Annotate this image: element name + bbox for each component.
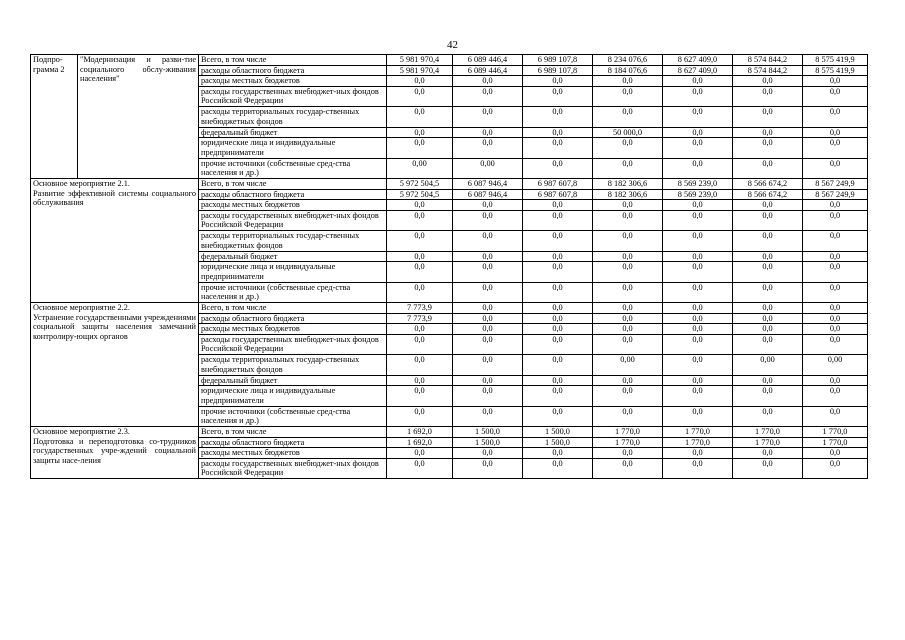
- measure-title: Основное мероприятие 2.2.: [33, 303, 130, 312]
- funding-source: прочие источники (собственные сред-ства населения и др.): [199, 282, 387, 303]
- amount-cell: 0,0: [803, 200, 868, 211]
- amount-cell: 0,0: [453, 282, 523, 303]
- amount-cell: 0,0: [593, 386, 663, 407]
- amount-cell: 1 770,0: [803, 437, 868, 448]
- amount-cell: 8 575 419,9: [803, 65, 868, 76]
- budget-table: [30, 54, 868, 479]
- amount-cell: 0,0: [593, 251, 663, 262]
- funding-source: расходы государственных внебюджет-ных фондов Российской Федерации: [199, 334, 387, 355]
- funding-source: юридические лица и индивидуальные предприниматели: [199, 386, 387, 407]
- amount-cell: 0,0: [733, 107, 803, 128]
- amount-cell: 0,0: [733, 313, 803, 324]
- amount-cell: 0,0: [453, 303, 523, 314]
- amount-cell: 0,0: [803, 210, 868, 231]
- amount-cell: 7 773,9: [387, 313, 453, 324]
- amount-cell: 0,0: [453, 458, 523, 479]
- amount-cell: 1 770,0: [733, 427, 803, 438]
- amount-cell: 0,0: [387, 86, 453, 107]
- amount-cell: 8 575 419,9: [803, 55, 868, 66]
- funding-source: расходы областного бюджета: [199, 189, 387, 200]
- amount-cell: 0,00: [593, 355, 663, 376]
- amount-cell: 0,0: [453, 107, 523, 128]
- amount-cell: 0,0: [803, 86, 868, 107]
- amount-cell: 0,0: [387, 355, 453, 376]
- funding-source: расходы областного бюджета: [199, 313, 387, 324]
- amount-cell: 0,0: [663, 355, 733, 376]
- amount-cell: 0,0: [663, 458, 733, 479]
- measure-cell: [31, 179, 199, 303]
- amount-cell: 0,0: [593, 86, 663, 107]
- amount-cell: 50 000,0: [593, 127, 663, 138]
- amount-cell: 6 089 446,4: [453, 65, 523, 76]
- amount-cell: 0,0: [733, 448, 803, 459]
- funding-source: федеральный бюджет: [199, 375, 387, 386]
- amount-cell: 0,0: [593, 200, 663, 211]
- amount-cell: 0,0: [593, 231, 663, 252]
- amount-cell: 0,0: [593, 262, 663, 283]
- amount-cell: 0,0: [803, 448, 868, 459]
- amount-cell: 1 770,0: [663, 437, 733, 448]
- amount-cell: 0,0: [803, 386, 868, 407]
- amount-cell: 6 987 607,8: [523, 179, 593, 190]
- amount-cell: 8 627 409,0: [663, 55, 733, 66]
- funding-source: прочие источники (собственные сред-ства населения и др.): [199, 406, 387, 427]
- funding-source: прочие источники (собственные сред-ства населения и др.): [199, 158, 387, 179]
- amount-cell: 1 770,0: [733, 437, 803, 448]
- amount-cell: 1 500,0: [523, 437, 593, 448]
- amount-cell: 0,0: [523, 458, 593, 479]
- program-label: Подпро-грамма 2: [31, 55, 78, 179]
- amount-cell: 8 574 844,2: [733, 55, 803, 66]
- amount-cell: 0,0: [733, 324, 803, 335]
- amount-cell: 0,0: [387, 76, 453, 87]
- amount-cell: 0,0: [453, 324, 523, 335]
- amount-cell: 1 500,0: [453, 427, 523, 438]
- amount-cell: 0,0: [803, 324, 868, 335]
- amount-cell: 0,0: [387, 458, 453, 479]
- amount-cell: 8 184 076,6: [593, 65, 663, 76]
- amount-cell: 0,0: [523, 86, 593, 107]
- amount-cell: 0,0: [733, 406, 803, 427]
- amount-cell: 0,0: [593, 406, 663, 427]
- amount-cell: 0,0: [663, 406, 733, 427]
- amount-cell: 0,0: [523, 334, 593, 355]
- amount-cell: 0,0: [803, 406, 868, 427]
- amount-cell: 0,0: [593, 303, 663, 314]
- amount-cell: 0,0: [663, 282, 733, 303]
- amount-cell: 0,0: [387, 127, 453, 138]
- amount-cell: 0,0: [523, 262, 593, 283]
- amount-cell: 0,0: [387, 282, 453, 303]
- amount-cell: 6 087 946,4: [453, 179, 523, 190]
- measure-description: Подготовка и переподготовка со-трудников государственных учре-ждений социальной защиты насе-ления: [33, 436, 196, 465]
- amount-cell: 0,0: [453, 448, 523, 459]
- amount-cell: 8 566 674,2: [733, 189, 803, 200]
- amount-cell: 1 500,0: [453, 437, 523, 448]
- funding-source: расходы государственных внебюджет-ных фондов Российской Федерации: [199, 86, 387, 107]
- measure-cell: [31, 427, 199, 479]
- amount-cell: 0,0: [453, 313, 523, 324]
- amount-cell: 7 773,9: [387, 303, 453, 314]
- amount-cell: 0,0: [663, 210, 733, 231]
- table-row: [31, 303, 868, 314]
- amount-cell: 0,0: [453, 127, 523, 138]
- measure-description: Устранение государственными учреждениями социальной защиты населения замечаний контролиру-ющих органов: [33, 312, 196, 341]
- amount-cell: 8 567 249,9: [803, 189, 868, 200]
- amount-cell: 0,0: [453, 386, 523, 407]
- amount-cell: 0,0: [663, 86, 733, 107]
- funding-source: Всего, в том числе: [199, 55, 387, 66]
- amount-cell: 8 567 249,9: [803, 179, 868, 190]
- amount-cell: 0,0: [733, 231, 803, 252]
- table-row: [31, 179, 868, 190]
- measure-cell: [31, 303, 199, 427]
- amount-cell: 8 569 239,0: [663, 179, 733, 190]
- amount-cell: 0,0: [803, 282, 868, 303]
- amount-cell: 0,0: [593, 458, 663, 479]
- amount-cell: 0,0: [523, 76, 593, 87]
- amount-cell: 0,0: [453, 231, 523, 252]
- amount-cell: 0,0: [523, 200, 593, 211]
- amount-cell: 0,0: [733, 76, 803, 87]
- amount-cell: 0,0: [733, 386, 803, 407]
- amount-cell: 0,0: [453, 138, 523, 159]
- amount-cell: 0,0: [663, 386, 733, 407]
- amount-cell: 0,0: [523, 303, 593, 314]
- amount-cell: 0,0: [663, 200, 733, 211]
- amount-cell: 0,0: [593, 313, 663, 324]
- amount-cell: 0,0: [803, 334, 868, 355]
- amount-cell: 6 989 107,8: [523, 65, 593, 76]
- amount-cell: 0,0: [663, 76, 733, 87]
- amount-cell: 0,0: [803, 375, 868, 386]
- amount-cell: 0,0: [593, 210, 663, 231]
- amount-cell: 0,0: [387, 386, 453, 407]
- amount-cell: 0,0: [387, 406, 453, 427]
- amount-cell: 0,0: [663, 313, 733, 324]
- funding-source: юридические лица и индивидуальные предприниматели: [199, 262, 387, 283]
- funding-source: Всего, в том числе: [199, 303, 387, 314]
- amount-cell: 0,0: [453, 210, 523, 231]
- amount-cell: 1 770,0: [593, 427, 663, 438]
- amount-cell: 0,0: [523, 448, 593, 459]
- amount-cell: 0,0: [803, 138, 868, 159]
- amount-cell: 0,0: [663, 324, 733, 335]
- amount-cell: 0,0: [663, 334, 733, 355]
- amount-cell: 0,0: [453, 334, 523, 355]
- amount-cell: 0,0: [733, 375, 803, 386]
- table-row: [31, 427, 868, 438]
- amount-cell: 8 234 076,6: [593, 55, 663, 66]
- funding-source: расходы местных бюджетов: [199, 324, 387, 335]
- amount-cell: 8 569 239,0: [663, 189, 733, 200]
- amount-cell: 0,0: [593, 324, 663, 335]
- amount-cell: 0,0: [453, 86, 523, 107]
- amount-cell: 0,0: [453, 262, 523, 283]
- amount-cell: 8 182 306,6: [593, 179, 663, 190]
- amount-cell: 0,0: [387, 375, 453, 386]
- amount-cell: 8 574 844,2: [733, 65, 803, 76]
- amount-cell: 0,0: [733, 262, 803, 283]
- amount-cell: 0,0: [803, 231, 868, 252]
- amount-cell: 0,0: [663, 158, 733, 179]
- funding-source: расходы областного бюджета: [199, 437, 387, 448]
- amount-cell: 6 089 446,4: [453, 55, 523, 66]
- amount-cell: 0,0: [593, 375, 663, 386]
- amount-cell: 0,0: [453, 200, 523, 211]
- funding-source: Всего, в том числе: [199, 427, 387, 438]
- amount-cell: 0,0: [803, 127, 868, 138]
- amount-cell: 0,0: [387, 107, 453, 128]
- amount-cell: 0,0: [387, 251, 453, 262]
- amount-cell: 0,0: [803, 303, 868, 314]
- amount-cell: 0,0: [733, 282, 803, 303]
- amount-cell: 0,0: [663, 262, 733, 283]
- amount-cell: 8 627 409,0: [663, 65, 733, 76]
- amount-cell: 0,0: [733, 200, 803, 211]
- amount-cell: 5 972 504,5: [387, 189, 453, 200]
- amount-cell: 0,0: [523, 313, 593, 324]
- amount-cell: 0,0: [523, 324, 593, 335]
- amount-cell: 0,0: [733, 458, 803, 479]
- amount-cell: 0,0: [523, 231, 593, 252]
- funding-source: юридические лица и индивидуальные предприниматели: [199, 138, 387, 159]
- amount-cell: 0,0: [733, 210, 803, 231]
- amount-cell: 0,0: [593, 76, 663, 87]
- measure-title: Основное мероприятие 2.1.: [33, 179, 130, 188]
- amount-cell: 6 989 107,8: [523, 55, 593, 66]
- amount-cell: 1 500,0: [523, 427, 593, 438]
- funding-source: расходы местных бюджетов: [199, 448, 387, 459]
- page-number: 42: [447, 39, 458, 51]
- amount-cell: 0,0: [663, 138, 733, 159]
- amount-cell: 0,0: [593, 334, 663, 355]
- amount-cell: 0,0: [663, 231, 733, 252]
- funding-source: расходы территориальных государ-ственных внебюджетных фондов: [199, 231, 387, 252]
- funding-source: расходы государственных внебюджет-ных фондов Российской Федерации: [199, 210, 387, 231]
- amount-cell: 0,0: [523, 127, 593, 138]
- funding-source: Всего, в том числе: [199, 179, 387, 190]
- amount-cell: 5 981 970,4: [387, 55, 453, 66]
- funding-source: расходы государственных внебюджет-ных фондов Российской Федерации: [199, 458, 387, 479]
- amount-cell: 0,0: [387, 138, 453, 159]
- amount-cell: 0,00: [387, 158, 453, 179]
- amount-cell: 0,0: [733, 158, 803, 179]
- amount-cell: 0,0: [453, 355, 523, 376]
- funding-source: федеральный бюджет: [199, 127, 387, 138]
- amount-cell: 1 770,0: [803, 427, 868, 438]
- amount-cell: 0,0: [733, 86, 803, 107]
- amount-cell: 1 692,0: [387, 437, 453, 448]
- amount-cell: 0,0: [593, 448, 663, 459]
- amount-cell: 0,0: [733, 127, 803, 138]
- funding-source: расходы местных бюджетов: [199, 76, 387, 87]
- amount-cell: 0,0: [523, 210, 593, 231]
- amount-cell: 0,0: [803, 76, 868, 87]
- amount-cell: 0,0: [453, 251, 523, 262]
- amount-cell: 0,0: [523, 158, 593, 179]
- amount-cell: 0,0: [593, 107, 663, 128]
- program-title: "Модернизация и разви-тие социального обслу-живания населения": [78, 55, 199, 179]
- amount-cell: 0,0: [453, 406, 523, 427]
- amount-cell: 0,0: [387, 324, 453, 335]
- amount-cell: 0,0: [523, 375, 593, 386]
- amount-cell: 0,0: [803, 107, 868, 128]
- amount-cell: 0,0: [803, 313, 868, 324]
- amount-cell: 0,0: [523, 107, 593, 128]
- amount-cell: 6 987 607,8: [523, 189, 593, 200]
- amount-cell: 0,0: [733, 138, 803, 159]
- funding-source: расходы местных бюджетов: [199, 200, 387, 211]
- amount-cell: 0,0: [803, 262, 868, 283]
- measure-description: Развитие эффективной системы социального обслуживания: [33, 188, 196, 207]
- amount-cell: 0,0: [387, 448, 453, 459]
- amount-cell: 1 770,0: [663, 427, 733, 438]
- amount-cell: 0,0: [733, 334, 803, 355]
- amount-cell: 0,00: [733, 355, 803, 376]
- amount-cell: 0,0: [803, 458, 868, 479]
- amount-cell: 5 981 970,4: [387, 65, 453, 76]
- funding-source: расходы территориальных государ-ственных внебюджетных фондов: [199, 107, 387, 128]
- amount-cell: 6 087 946,4: [453, 189, 523, 200]
- amount-cell: 0,0: [523, 355, 593, 376]
- amount-cell: 8 182 306,6: [593, 189, 663, 200]
- amount-cell: 0,00: [453, 158, 523, 179]
- amount-cell: 5 972 504,5: [387, 179, 453, 190]
- funding-source: федеральный бюджет: [199, 251, 387, 262]
- amount-cell: 0,0: [387, 200, 453, 211]
- amount-cell: 0,0: [663, 107, 733, 128]
- measure-title: Основное мероприятие 2.3.: [33, 427, 130, 436]
- amount-cell: 0,0: [593, 282, 663, 303]
- amount-cell: 0,0: [663, 127, 733, 138]
- amount-cell: 1 770,0: [593, 437, 663, 448]
- amount-cell: 0,0: [453, 76, 523, 87]
- amount-cell: 0,0: [803, 251, 868, 262]
- amount-cell: 0,0: [523, 251, 593, 262]
- amount-cell: 0,0: [523, 406, 593, 427]
- amount-cell: 0,0: [387, 262, 453, 283]
- amount-cell: 0,0: [663, 251, 733, 262]
- amount-cell: 0,00: [803, 355, 868, 376]
- amount-cell: 0,0: [733, 251, 803, 262]
- amount-cell: 0,0: [803, 158, 868, 179]
- amount-cell: 1 692,0: [387, 427, 453, 438]
- amount-cell: 0,0: [453, 375, 523, 386]
- amount-cell: 0,0: [663, 448, 733, 459]
- amount-cell: 0,0: [663, 303, 733, 314]
- table-row: [31, 55, 868, 66]
- amount-cell: 0,0: [593, 158, 663, 179]
- amount-cell: 0,0: [523, 386, 593, 407]
- amount-cell: 0,0: [593, 138, 663, 159]
- amount-cell: 8 566 674,2: [733, 179, 803, 190]
- amount-cell: 0,0: [733, 303, 803, 314]
- amount-cell: 0,0: [663, 375, 733, 386]
- amount-cell: 0,0: [523, 282, 593, 303]
- amount-cell: 0,0: [387, 210, 453, 231]
- funding-source: расходы территориальных государ-ственных внебюджетных фондов: [199, 355, 387, 376]
- funding-source: расходы областного бюджета: [199, 65, 387, 76]
- amount-cell: 0,0: [523, 138, 593, 159]
- amount-cell: 0,0: [387, 231, 453, 252]
- amount-cell: 0,0: [387, 334, 453, 355]
